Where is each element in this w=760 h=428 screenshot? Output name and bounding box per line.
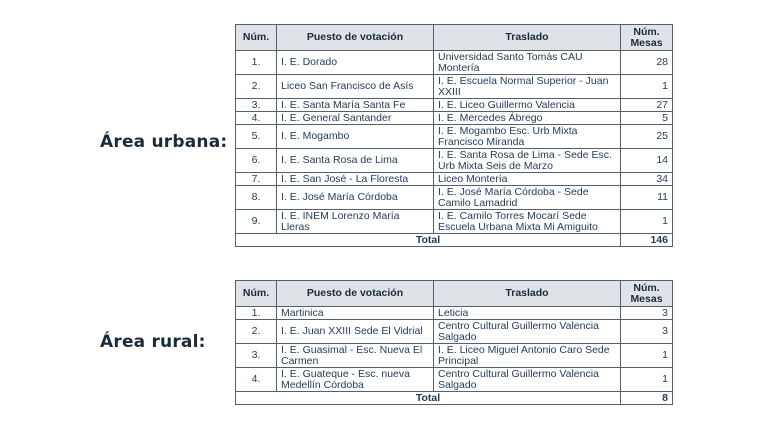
- cell-puesto: I. E. Dorado: [277, 51, 434, 75]
- cell-mesas: 1: [621, 368, 673, 392]
- cell-num: 2.: [236, 75, 277, 99]
- cell-num: 4.: [236, 112, 277, 125]
- header-num: Núm.: [236, 281, 277, 307]
- cell-traslado: I. E. Liceo Guillermo Valencia: [434, 99, 621, 112]
- table-total-row: [236, 392, 673, 405]
- rural-polling-table: [235, 280, 673, 405]
- cell-puesto: Liceo San Francisco de Asís: [277, 75, 434, 99]
- header-puesto: Puesto de votación: [277, 25, 434, 51]
- urban-area-label: Área urbana:: [100, 132, 228, 152]
- cell-traslado: Leticia: [434, 307, 621, 320]
- cell-mesas: 11: [621, 186, 673, 210]
- cell-mesas: 34: [621, 173, 673, 186]
- cell-mesas: 5: [621, 112, 673, 125]
- cell-num: 6.: [236, 149, 277, 173]
- cell-traslado: Liceo Montería: [434, 173, 621, 186]
- header-num: Núm.: [236, 25, 277, 51]
- table-row: [236, 125, 673, 149]
- cell-traslado: I. E. Mercedes Ábrego: [434, 112, 621, 125]
- header-traslado: Traslado: [434, 281, 621, 307]
- cell-mesas: 3: [621, 307, 673, 320]
- cell-mesas: 1: [621, 210, 673, 234]
- cell-mesas: 14: [621, 149, 673, 173]
- table-row: [236, 75, 673, 99]
- cell-traslado: Centro Cultural Guillermo Valencia Salgado: [434, 320, 621, 344]
- cell-num: 9.: [236, 210, 277, 234]
- cell-mesas: 1: [621, 344, 673, 368]
- cell-puesto: I. E. Santa María Santa Fe: [277, 99, 434, 112]
- urban-polling-table: [235, 24, 673, 247]
- cell-puesto: Martinica: [277, 307, 434, 320]
- header-traslado: Traslado: [434, 25, 621, 51]
- table-row: [236, 173, 673, 186]
- cell-num: 2.: [236, 320, 277, 344]
- cell-mesas: 25: [621, 125, 673, 149]
- cell-traslado: I. E. Santa Rosa de Lima - Sede Esc. Urb Mixta Seis de Marzo: [434, 149, 621, 173]
- table-row: [236, 99, 673, 112]
- cell-puesto: I. E. General Santander: [277, 112, 434, 125]
- table-header-row: [236, 281, 673, 307]
- cell-num: 5.: [236, 125, 277, 149]
- header-puesto: Puesto de votación: [277, 281, 434, 307]
- cell-puesto: I. E. Juan XXIII Sede El Vidrial: [277, 320, 434, 344]
- cell-traslado: I. E. José María Córdoba - Sede Camilo Lamadrid: [434, 186, 621, 210]
- table-row: [236, 307, 673, 320]
- cell-puesto: I. E. Guateque - Esc. nueva Medellín Córdoba: [277, 368, 434, 392]
- cell-puesto: I. E. San José - La Floresta: [277, 173, 434, 186]
- cell-puesto: I. E. Santa Rosa de Lima: [277, 149, 434, 173]
- cell-mesas: 27: [621, 99, 673, 112]
- cell-num: 1.: [236, 51, 277, 75]
- cell-num: 3.: [236, 344, 277, 368]
- cell-num: 1.: [236, 307, 277, 320]
- cell-mesas: 1: [621, 75, 673, 99]
- total-label: Total: [236, 392, 621, 405]
- cell-mesas: 3: [621, 320, 673, 344]
- table-row: [236, 210, 673, 234]
- table-row: [236, 368, 673, 392]
- cell-traslado: Universidad Santo Tomás CAU Montería: [434, 51, 621, 75]
- header-mesas: Núm. Mesas: [621, 25, 673, 51]
- cell-num: 4.: [236, 368, 277, 392]
- cell-puesto: I. E. Mogambo: [277, 125, 434, 149]
- cell-puesto: I. E. INEM Lorenzo María Lleras: [277, 210, 434, 234]
- cell-traslado: I. E. Liceo Miguel Antonio Caro Sede Principal: [434, 344, 621, 368]
- total-value: 8: [621, 392, 673, 405]
- rural-area-label: Área rural:: [100, 332, 206, 352]
- cell-num: 7.: [236, 173, 277, 186]
- cell-puesto: I. E. José María Córdoba: [277, 186, 434, 210]
- cell-num: 3.: [236, 99, 277, 112]
- table-total-row: [236, 234, 673, 247]
- total-label: Total: [236, 234, 621, 247]
- cell-num: 8.: [236, 186, 277, 210]
- table-row: [236, 149, 673, 173]
- cell-mesas: 28: [621, 51, 673, 75]
- cell-traslado: I. E. Mogambo Esc. Urb Mixta Francisco Miranda: [434, 125, 621, 149]
- cell-puesto: I. E. Guasimal - Esc. Nueva El Carmen: [277, 344, 434, 368]
- table-row: [236, 344, 673, 368]
- header-mesas: Núm. Mesas: [621, 281, 673, 307]
- table-row: [236, 186, 673, 210]
- cell-traslado: I. E. Escuela Normal Superior - Juan XXIII: [434, 75, 621, 99]
- table-row: [236, 51, 673, 75]
- cell-traslado: Centro Cultural Guillermo Valencia Salgado: [434, 368, 621, 392]
- table-header-row: [236, 25, 673, 51]
- table-row: [236, 320, 673, 344]
- total-value: 146: [621, 234, 673, 247]
- cell-traslado: I. E. Camilo Torres Mocarí Sede Escuela Urbana Mixta Mi Amiguito: [434, 210, 621, 234]
- table-row: [236, 112, 673, 125]
